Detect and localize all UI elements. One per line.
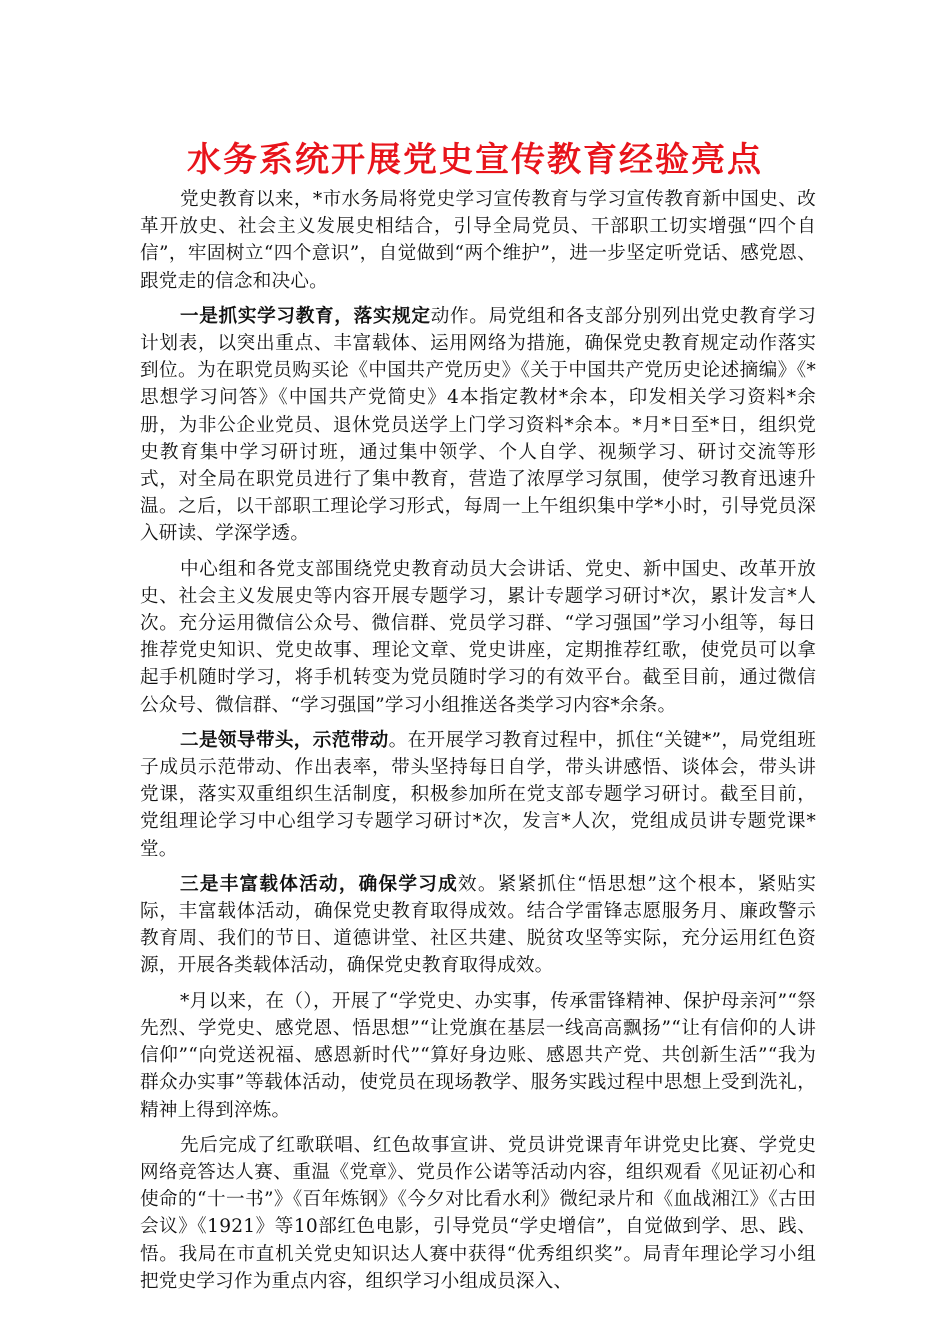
paragraph-point-one: [140, 303, 816, 548]
paragraph-intro: [140, 186, 816, 295]
document-title: 水务系统开展党史宣传教育经验亮点: [187, 140, 763, 180]
paragraph-activities: [140, 988, 816, 1124]
paragraph-completed-work: [140, 1132, 816, 1295]
paragraph-point-two: [140, 727, 816, 863]
paragraph-text: 效。紧紧抓住“悟思想”这个根本，紧贴实际，丰富载体活动，确保党史教育取得成效。结合学雷锋志愿服务月、廉政警示教育周、我们的节日、道德讲堂、社区共建、脱贫攻坚等实际，充分运用红色资源，开展各类载体活动，确保党史教育取得成效。: [140, 873, 816, 977]
paragraph-text: 党史教育以来，*市水务局将党史学习宣传教育与学习宣传教育新中国史、改革开放史、社会主义发展史相结合，引导全局党员、干部职工切实增强“四个自信”，牢固树立“四个意识”，自觉做到“两个维护”，进一步坚定听党话、感党恩、跟党走的信念和决心。: [140, 189, 816, 292]
paragraph-text: *月以来，在（），开展了“学党史、办实事，传承雷锋精神、保护母亲河”“祭先烈、学党史、感党恩、悟思想”“让党旗在基层一线高高飘扬”“让有信仰的人讲信仰”“向党送祝福、感恩新时代”“算好身边账、感恩共产党、共创新生活”“我为群众办实事”等载体活动，使党员在现场教学、服务实践过程中思想上受到洗礼，精神上得到淬炼。: [140, 990, 816, 1121]
paragraph-text: 中心组和各党支部围绕党史教育动员大会讲话、党史、新中国史、改革开放史、社会主义发展史等内容开展专题学习，累计专题学习研讨*次，累计发言*人次。充分运用微信公众号、微信群、党员学习群、“学习强国”学习小组等，每日推荐党史知识、党史故事、理论文章、党史讲座，定期推荐红歌，使党员可以拿起手机随时学习，将手机转变为党员随时学习的有效平台。截至目前，通过微信公众号、微信群、“学习强国”学习小组推送各类学习内容*余条。: [140, 558, 816, 716]
document-body: [140, 186, 816, 1303]
paragraph-lead: 二是领导带头，示范带动: [179, 729, 389, 751]
paragraph-text: 动作。局党组和各支部分别列出党史教育学习计划表，以突出重点、丰富载体、运用网络为措施，确保党史教育规定动作落实到位。为在职党员购买论《中国共产党历史》《关于中国共产党历史论述摘编》《*思想学习问答》《中国共产党简史》4本指定教材*余本，印发相关学习资料*余册，为非公企业党员、退休党员送学上门学习资料*余本。*月*日至*日，组织党史教育集中学习研讨班，通过集中领学、个人自学、视频学习、研讨交流等形式，对全局在职党员进行了集中教育，营造了浓厚学习氛围，使学习教育迅速升温。之后，以干部职工理论学习形式，每周一上午组织集中学*小时，引导党员深入研读、学深学透。: [140, 305, 816, 545]
paragraph-lead: 一是抓实学习教育，落实规定: [179, 305, 431, 327]
paragraph-text: 。在开展学习教育过程中，抓住“关键*”，局党组班子成员示范带动、作出表率，带头坚持每日自学，带头讲感悟、谈体会，带头讲党课，落实双重组织生活制度，积极参加所在党支部专题学习研讨。截至目前，党组理论学习中心组学习专题学习研讨*次，发言*人次，党组成员讲专题党课*堂。: [140, 729, 817, 860]
paragraph-point-three: [140, 871, 816, 980]
paragraph-text: 先后完成了红歌联唱、红色故事宣讲、党员讲党课青年讲党史比赛、学党史网络竞答达人赛、重温《党章》、党员作公诺等活动内容，组织观看《见证初心和使命的“十一书”》《百年炼钢》《今夕对比看水利》微纪录片和《血战湘江》《古田会议》《1921》等10部红色电影，引导党员“学史增信”，自觉做到学、思、践、悟。我局在市直机关党史知识达人赛中获得“优秀组织奖”。局青年理论学习小组把党史学习作为重点内容，组织学习小组成员深入、: [140, 1134, 816, 1292]
paragraph-study-groups: [140, 556, 816, 719]
paragraph-lead: 三是丰富载体活动，确保学习成: [179, 873, 458, 895]
